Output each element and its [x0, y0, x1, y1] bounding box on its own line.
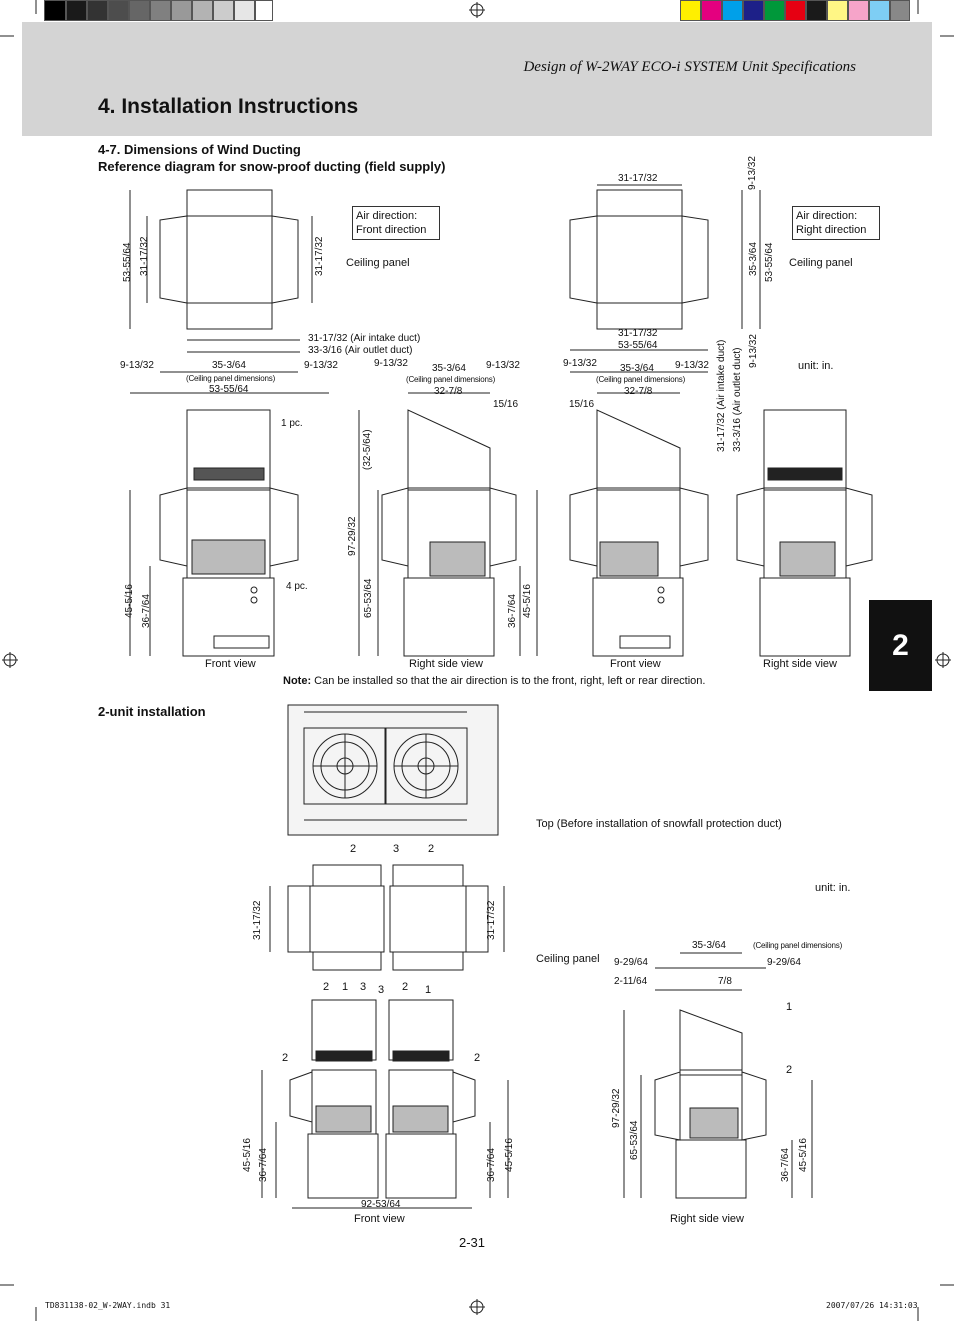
- view-caption: Front view: [610, 658, 661, 670]
- callout-marker: 1: [786, 1001, 793, 1013]
- note-text: Can be installed so that the air direction is to the front, right, left or rear direction.: [311, 675, 706, 687]
- view-caption: Front view: [205, 658, 256, 670]
- dim-label: 9-13/32: [748, 334, 759, 368]
- dim-label: 36-7/64: [258, 1148, 269, 1182]
- dim-label: 45-5/16: [798, 1138, 809, 1172]
- dim-label: 9-13/32: [304, 360, 338, 371]
- callout-marker: 2: [282, 1052, 289, 1064]
- dim-label: 31-17/32: [252, 900, 263, 940]
- dim-label: 53-55/64: [764, 242, 775, 282]
- note: [283, 675, 705, 687]
- dim-label: 35-3/64: [432, 363, 466, 374]
- dim-label: 36-7/64: [507, 594, 518, 628]
- dim-label: 92-53/64: [361, 1199, 401, 1210]
- dim-label: 9-13/32: [120, 360, 154, 371]
- dim-label: 53-55/64: [618, 340, 658, 351]
- page-subtitle: Design of W-2WAY ECO-i SYSTEM Unit Specifications: [523, 59, 856, 75]
- view-caption: Right side view: [763, 658, 837, 670]
- air-direction-value: Right direction: [796, 224, 867, 236]
- dim-label: 9-29/64: [614, 957, 648, 968]
- callout-marker: 1: [342, 981, 349, 993]
- air-direction-front-box: [352, 206, 440, 240]
- dim-label: 35-3/64: [620, 363, 654, 374]
- ceiling-panel-label: Ceiling panel: [789, 257, 853, 269]
- air-direction-right-box: [792, 206, 880, 240]
- callout-marker: 2: [323, 981, 330, 993]
- dim-label: 31-17/32 (Air intake duct): [308, 333, 421, 344]
- dim-label: 31-17/32: [486, 900, 497, 940]
- dim-label: (Ceiling panel dimensions): [186, 374, 276, 383]
- callout-marker: 2: [402, 981, 409, 993]
- dim-label: 35-3/64: [748, 242, 759, 276]
- dim-label: 45-5/16: [522, 584, 533, 618]
- dim-label: 33-3/16 (Air outlet duct): [308, 345, 413, 356]
- top-view-caption: Top (Before installation of snowfall protection duct): [536, 818, 782, 830]
- callout-marker: 1: [425, 984, 432, 996]
- dim-label: 97-29/32: [611, 1088, 622, 1128]
- dim-label: 31-17/32: [618, 173, 658, 184]
- dim-label: 15/16: [569, 399, 595, 410]
- dim-label: (32-5/64): [362, 429, 373, 470]
- view-caption: Right side view: [670, 1213, 744, 1225]
- dim-label: 9-13/32: [374, 358, 408, 369]
- dim-label: 35-3/64: [692, 940, 726, 951]
- dim-label: 9-13/32: [563, 358, 597, 369]
- dim-label: 97-29/32: [347, 516, 358, 556]
- dim-label: 45-5/16: [242, 1138, 253, 1172]
- dim-label: 53-55/64: [122, 242, 133, 282]
- view-caption: Front view: [354, 1213, 405, 1225]
- page-title: 4. Installation Instructions: [98, 95, 359, 118]
- air-direction-label: Air direction:: [796, 210, 858, 222]
- dim-label: 9-13/32: [486, 360, 520, 371]
- two-unit-heading: 2-unit installation: [98, 704, 206, 719]
- dim-label: 2-11/64: [614, 976, 648, 987]
- ceiling-panel-label: Ceiling panel: [346, 257, 410, 269]
- dim-label: 31-17/32 (Air intake duct): [716, 339, 727, 452]
- dim-label: 65-53/64: [363, 578, 374, 618]
- callout-marker: 2: [350, 843, 357, 855]
- dim-label: 36-7/64: [141, 594, 152, 628]
- dim-label: (Ceiling panel dimensions): [406, 375, 496, 384]
- callout-marker: 2: [474, 1052, 481, 1064]
- unit-label: unit: in.: [798, 360, 834, 372]
- footer-timestamp: 2007/07/26 14:31:03: [826, 1301, 918, 1310]
- dim-label: 53-55/64: [209, 384, 249, 395]
- unit-label: unit: in.: [815, 882, 851, 894]
- dim-label: 31-17/32: [139, 236, 150, 276]
- section-heading: 4-7. Dimensions of Wind Ducting: [98, 142, 301, 157]
- callout-marker: 3: [378, 984, 385, 996]
- dim-label: (Ceiling panel dimensions): [753, 941, 843, 950]
- chapter-tab: 2: [869, 600, 932, 691]
- dim-label: 35-3/64: [212, 360, 246, 371]
- dim-label: 31-17/32: [314, 236, 325, 276]
- dim-label: 4 pc.: [286, 581, 308, 592]
- dim-label: 9-13/32: [675, 360, 709, 371]
- dim-label: 36-7/64: [780, 1148, 791, 1182]
- footer-file-info: TD831138-02_W-2WAY.indb 31: [45, 1301, 171, 1310]
- dim-label: 15/16: [493, 399, 519, 410]
- dim-label: 9-29/64: [767, 957, 801, 968]
- ceiling-panel-label: Ceiling panel: [536, 953, 600, 965]
- dim-label: 36-7/64: [486, 1148, 497, 1182]
- dim-label: 9-13/32: [747, 156, 758, 190]
- view-caption: Right side view: [409, 658, 483, 670]
- dim-label: 65-53/64: [629, 1120, 640, 1160]
- dim-label: 45-5/16: [504, 1138, 515, 1172]
- dim-label: 33-3/16 (Air outlet duct): [732, 347, 743, 452]
- dim-label: 7/8: [718, 976, 732, 987]
- dim-label: 32-7/8: [434, 386, 463, 397]
- dim-label: 1 pc.: [281, 418, 303, 429]
- air-direction-label: Air direction:: [356, 210, 418, 222]
- note-label: Note:: [283, 675, 312, 687]
- dim-label: (Ceiling panel dimensions): [596, 375, 686, 384]
- section-subheading: Reference diagram for snow-proof ducting (field supply): [98, 159, 446, 174]
- callout-marker: 2: [786, 1064, 793, 1076]
- callout-marker: 3: [393, 843, 400, 855]
- air-direction-value: Front direction: [356, 224, 427, 236]
- dim-label: 45-5/16: [124, 584, 135, 618]
- page-number: 2-31: [459, 1235, 486, 1250]
- callout-marker: 3: [360, 981, 367, 993]
- callout-marker: 2: [428, 843, 435, 855]
- dim-label: 32-7/8: [624, 386, 653, 397]
- dim-label: 31-17/32: [618, 328, 658, 339]
